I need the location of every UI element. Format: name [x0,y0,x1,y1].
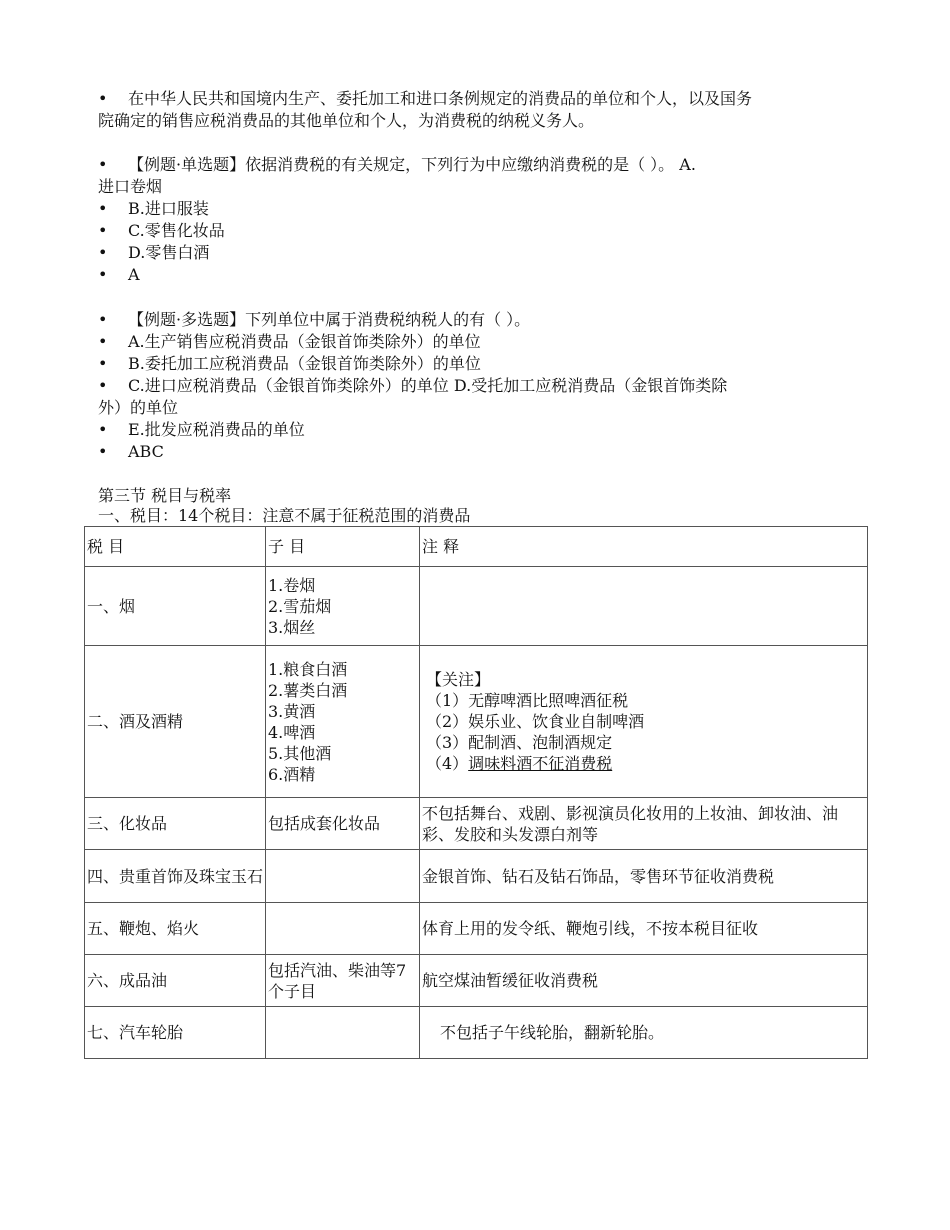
row-subitem [266,1007,420,1059]
bullet: • [98,155,108,174]
table-row [85,567,868,646]
subitem: 2.薯类白酒 [268,680,348,700]
note-line: （3）配制酒、泡制酒规定 [426,733,613,752]
row-subitems [266,646,420,798]
header-item: 税 目 [85,527,266,567]
bullet: • [98,310,108,329]
q2-option-e: • E.批发应税消费品的单位 [98,420,305,439]
q2-option-cd-line-1: • C.进口应税消费品（金银首饰类除外）的单位 D.受托加工应税消费品（金银首饰类除 [98,376,728,395]
row-item: 二、酒及酒精 [85,646,266,798]
row-note [420,646,868,798]
q1-stem-line-1: • 【例题·单选题】依据消费税的有关规定，下列行为中应缴纳消费税的是（ ）。 A. [98,155,696,174]
row-subitem [266,850,420,903]
row-item: 三、化妆品 [85,798,266,850]
q1-option-c: • C.零售化妆品 [98,221,225,240]
row-note: 航空煤油暂缓征收消费税 [420,955,868,1007]
subitem: 5.其他酒 [268,743,332,763]
table-row [85,850,868,903]
table-row [85,903,868,955]
subitem: 2.雪茄烟 [268,596,332,616]
row-note: 体育上用的发令纸、鞭炮引线，不按本税目征收 [420,903,868,955]
header-note: 注 释 [420,527,868,567]
row-note [420,567,868,646]
row-item: 六、成品油 [85,955,266,1007]
header-subitem: 子 目 [266,527,420,567]
row-item: 七、汽车轮胎 [85,1007,266,1059]
q2-stem: • 【例题·多选题】下列单位中属于消费税纳税人的有（ ）。 [98,310,531,329]
subitem: 4.啤酒 [268,722,316,742]
subitem: 3.黄酒 [268,701,316,721]
subitem: 3.烟丝 [268,617,316,637]
table-row [85,646,868,798]
row-subitem [266,903,420,955]
bullet: • [98,199,108,218]
bullet: • [98,420,108,439]
bullet: • [98,89,108,108]
bullet: • [98,332,108,351]
note-line: （2）娱乐业、饮食业自制啤酒 [426,712,645,731]
row-subitem: 包括成套化妆品 [266,798,420,850]
q1-option-b: • B.进口服装 [98,199,209,218]
bullet: • [98,221,108,240]
table-row [85,798,868,850]
table-row [85,1007,868,1059]
q1-option-d: • D.零售白酒 [98,243,210,262]
bullet: • [98,265,108,284]
q2-answer: • ABC [98,442,164,461]
bullet: • [98,243,108,262]
row-item: 四、贵重首饰及珠宝玉石 [85,850,266,903]
row-item: 一、烟 [85,567,266,646]
row-note: 金银首饰、钻石及钻石饰品，零售环节征收消费税 [420,850,868,903]
q2-option-cd-line-2: 外）的单位 [98,398,179,417]
table-row [85,955,868,1007]
q1-answer: • A [98,265,140,284]
note-line: （4）调味料酒不征消费税 [426,754,613,773]
note-line: （1）无醇啤酒比照啤酒征税 [426,691,629,710]
tax-item-table [84,526,868,1059]
section-subtitle: 一、税目：14个税目：注意不属于征税范围的消费品 [98,506,471,525]
intro-line-1: • 在中华人民共和国境内生产、委托加工和进口条例规定的消费品的单位和个人，以及国务 [98,89,753,108]
table-header-row [85,527,868,567]
bullet: • [98,442,108,461]
bullet: • [98,376,108,395]
subitem: 1.卷烟 [268,575,316,595]
subitem: 6.酒精 [268,764,316,784]
row-subitems [266,567,420,646]
intro-line-2: 院确定的销售应税消费品的其他单位和个人，为消费税的纳税义务人。 [98,111,595,130]
row-note: 不包括子午线轮胎，翻新轮胎。 [420,1007,868,1059]
note-title: 【关注】 [426,670,491,689]
subitem: 1.粮食白酒 [268,659,348,679]
row-item: 五、鞭炮、焰火 [85,903,266,955]
row-subitem: 包括汽油、柴油等7个子目 [266,955,420,1007]
underlined-note: 调味料酒不征消费税 [468,754,613,773]
q1-stem-line-2: 进口卷烟 [98,177,163,196]
bullet: • [98,354,108,373]
section-title: 第三节 税目与税率 [98,486,232,505]
row-note: 不包括舞台、戏剧、影视演员化妆用的上妆油、卸妆油、油彩、发胶和头发漂白剂等 [420,798,868,850]
q2-option-a: • A.生产销售应税消费品（金银首饰类除外）的单位 [98,332,481,351]
q2-option-b: • B.委托加工应税消费品（金银首饰类除外）的单位 [98,354,481,373]
